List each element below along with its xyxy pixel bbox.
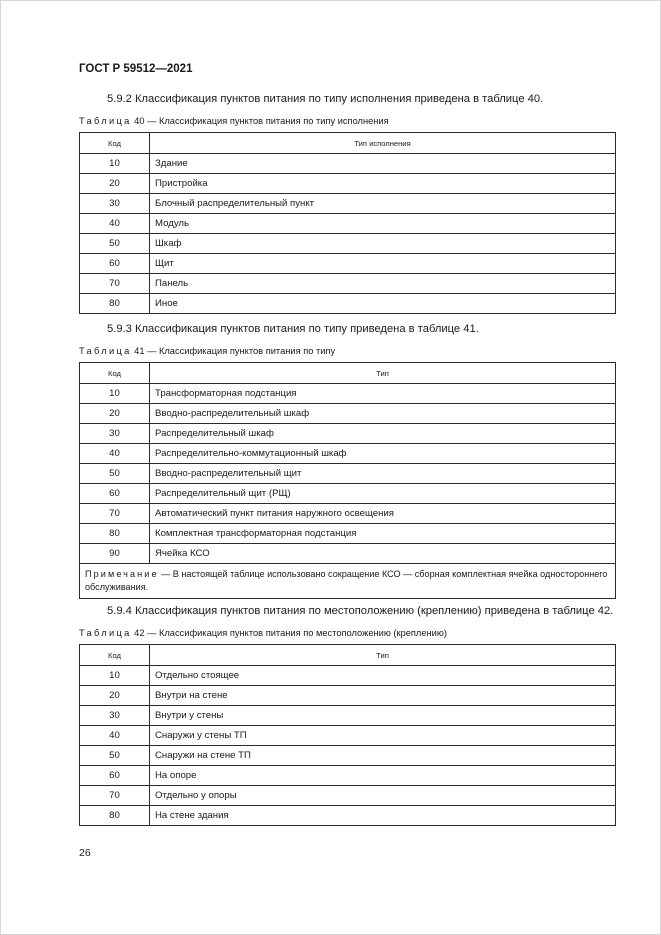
table-row [80, 524, 616, 544]
table-row [80, 746, 616, 766]
cell-type: Автоматический пункт питания наружного освещения [150, 504, 616, 524]
cell-type: Панель [150, 274, 616, 294]
cell-code: 20 [80, 404, 150, 424]
caption-text: 41 — Классификация пунктов питания по типу [131, 346, 336, 356]
table-row [80, 274, 616, 294]
cell-code: 50 [80, 746, 150, 766]
cell-type: На стене здания [150, 806, 616, 826]
cell-code: 30 [80, 194, 150, 214]
caption-text: 40 — Классификация пунктов питания по типу исполнения [131, 116, 389, 126]
cell-type: Трансформаторная подстанция [150, 384, 616, 404]
table-row [80, 504, 616, 524]
table-row [80, 806, 616, 826]
cell-type: Внутри у стены [150, 706, 616, 726]
table-header-row [80, 645, 616, 666]
cell-type: Шкаф [150, 234, 616, 254]
cell-code: 10 [80, 154, 150, 174]
cell-code: 40 [80, 214, 150, 234]
cell-code: 60 [80, 254, 150, 274]
paragraph-5-9-2: 5.9.2 Классификация пунктов питания по типу исполнения приведена в таблице 40. [107, 93, 544, 105]
cell-type: Ячейка КСО [150, 544, 616, 564]
cell-code: 50 [80, 234, 150, 254]
table-header-row [80, 133, 616, 154]
cell-code: 70 [80, 786, 150, 806]
cell-type: Распределительный щит (РЩ) [150, 484, 616, 504]
table-row [80, 254, 616, 274]
table-40 [79, 132, 616, 314]
cell-type: Модуль [150, 214, 616, 234]
cell-type: Здание [150, 154, 616, 174]
document-code: ГОСТ Р 59512—2021 [79, 63, 193, 75]
table-row [80, 766, 616, 786]
cell-type: Вводно-распределительный шкаф [150, 404, 616, 424]
header-type: Тип [150, 363, 616, 384]
table-40-caption [79, 116, 389, 126]
page-number: 26 [79, 847, 91, 859]
table-row [80, 666, 616, 686]
cell-code: 90 [80, 544, 150, 564]
table-note [80, 564, 616, 599]
table-41-caption [79, 346, 335, 356]
header-code: Код [80, 363, 150, 384]
cell-type: Комплектная трансформаторная подстанция [150, 524, 616, 544]
table-row [80, 174, 616, 194]
header-code: Код [80, 645, 150, 666]
cell-code: 40 [80, 444, 150, 464]
cell-code: 30 [80, 706, 150, 726]
caption-text: 42 — Классификация пунктов питания по местоположению (креплению) [131, 628, 447, 638]
cell-code: 40 [80, 726, 150, 746]
table-row [80, 786, 616, 806]
table-row [80, 424, 616, 444]
cell-code: 60 [80, 766, 150, 786]
cell-type: Иное [150, 294, 616, 314]
cell-code: 70 [80, 274, 150, 294]
cell-code: 80 [80, 806, 150, 826]
table-row [80, 194, 616, 214]
paragraph-5-9-4: 5.9.4 Классификация пунктов питания по местоположению (креплению) приведена в таблице 42. [107, 605, 614, 617]
table-row [80, 726, 616, 746]
table-42-caption [79, 628, 447, 638]
table-row [80, 484, 616, 504]
table-note-row [80, 564, 616, 599]
header-type: Тип исполнения [150, 133, 616, 154]
cell-code: 20 [80, 686, 150, 706]
caption-label: Таблица [79, 346, 132, 356]
cell-code: 80 [80, 294, 150, 314]
cell-type: Пристройка [150, 174, 616, 194]
paragraph-5-9-3: 5.9.3 Классификация пунктов питания по типу приведена в таблице 41. [107, 323, 479, 335]
table-row [80, 544, 616, 564]
table-header-row [80, 363, 616, 384]
caption-label: Таблица [79, 628, 132, 638]
cell-code: 10 [80, 666, 150, 686]
cell-type: На опоре [150, 766, 616, 786]
cell-code: 70 [80, 504, 150, 524]
cell-code: 30 [80, 424, 150, 444]
cell-type: Отдельно стоящее [150, 666, 616, 686]
table-row [80, 404, 616, 424]
cell-type: Внутри на стене [150, 686, 616, 706]
cell-type: Вводно-распределительный щит [150, 464, 616, 484]
table-41 [79, 362, 616, 599]
cell-type: Щит [150, 254, 616, 274]
cell-code: 10 [80, 384, 150, 404]
table-42 [79, 644, 616, 826]
cell-code: 60 [80, 484, 150, 504]
cell-type: Блочный распределительный пункт [150, 194, 616, 214]
table-row [80, 384, 616, 404]
caption-label: Таблица [79, 116, 132, 126]
note-label: Примечание [85, 569, 159, 579]
table-row [80, 154, 616, 174]
header-type: Тип [150, 645, 616, 666]
cell-code: 20 [80, 174, 150, 194]
cell-type: Снаружи у стены ТП [150, 726, 616, 746]
note-text: — В настоящей таблице использовано сокращение КСО — сборная комплектная ячейка одностороннего обслуживания. [85, 569, 608, 592]
table-row [80, 294, 616, 314]
cell-type: Отдельно у опоры [150, 786, 616, 806]
table-row [80, 234, 616, 254]
table-row [80, 464, 616, 484]
cell-code: 50 [80, 464, 150, 484]
table-row [80, 686, 616, 706]
cell-type: Распределительный шкаф [150, 424, 616, 444]
cell-type: Распределительно-коммутационный шкаф [150, 444, 616, 464]
table-row [80, 444, 616, 464]
table-row [80, 706, 616, 726]
table-row [80, 214, 616, 234]
cell-code: 80 [80, 524, 150, 544]
cell-type: Снаружи на стене ТП [150, 746, 616, 766]
header-code: Код [80, 133, 150, 154]
